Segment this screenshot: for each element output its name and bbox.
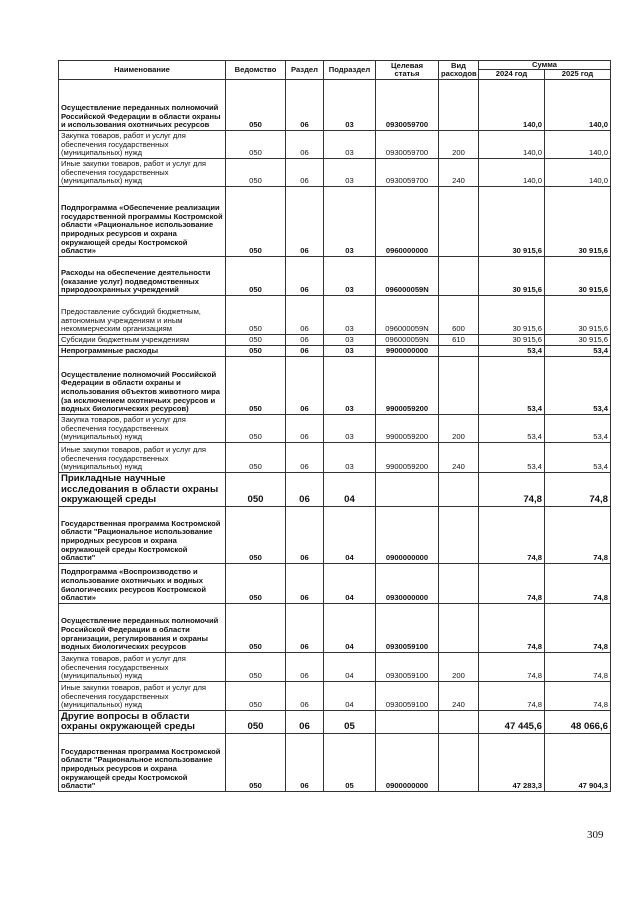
- header-name: Наименование: [59, 61, 226, 80]
- cell-2024: 74,8: [479, 563, 545, 603]
- cell-2024: 53,4: [479, 442, 545, 472]
- cell-2024: 74,8: [479, 506, 545, 563]
- cell-kind: 240: [439, 158, 479, 186]
- cell-name: Подпрограмма «Обеспечение реализации государственной программы Костромской области «Рациональное использование природных ресурсов и охрана окружающей среды Костромской области»: [59, 186, 226, 256]
- cell-kind: [439, 603, 479, 652]
- table-row: [59, 442, 611, 472]
- cell-subsection: 04: [324, 681, 376, 710]
- cell-target: 0930059100: [376, 603, 439, 652]
- cell-name: Субсидии бюджетным учреждениям: [59, 334, 226, 345]
- header-section: Раздел: [286, 61, 324, 80]
- cell-kind: 600: [439, 295, 479, 334]
- cell-name: Подпрограмма «Воспроизводство и использование охотничьих и водных биологических ресурсов Костромской области»: [59, 563, 226, 603]
- cell-2024: 30 915,6: [479, 186, 545, 256]
- cell-kind: [439, 256, 479, 295]
- cell-subsection: 05: [324, 710, 376, 733]
- cell-target: 096000059N: [376, 256, 439, 295]
- cell-kind: [439, 345, 479, 356]
- cell-subsection: 03: [324, 356, 376, 414]
- cell-section: 06: [286, 158, 324, 186]
- cell-subsection: 04: [324, 563, 376, 603]
- cell-2025: 74,8: [545, 681, 611, 710]
- cell-section: 06: [286, 414, 324, 442]
- cell-name: Предоставление субсидий бюджетным, автономным учреждениям и иным некоммерческим организациям: [59, 295, 226, 334]
- cell-target: 0930000000: [376, 563, 439, 603]
- table-row: [59, 563, 611, 603]
- cell-subsection: 05: [324, 733, 376, 791]
- cell-2024: 30 915,6: [479, 256, 545, 295]
- header-2024: 2024 год: [479, 70, 545, 79]
- cell-2024: 74,8: [479, 652, 545, 681]
- cell-name: Государственная программа Костромской области "Рациональное использование природных ресурсов и охрана окружающей среды Костромской области": [59, 506, 226, 563]
- header-target: Целевая статья: [376, 61, 439, 80]
- header-kind: Вид расходов: [439, 61, 479, 80]
- cell-2025: 30 915,6: [545, 334, 611, 345]
- cell-kind: [439, 472, 479, 506]
- cell-subsection: 04: [324, 472, 376, 506]
- cell-2025: 74,8: [545, 506, 611, 563]
- cell-target: 0930059700: [376, 79, 439, 130]
- cell-2025: 53,4: [545, 414, 611, 442]
- cell-section: 06: [286, 356, 324, 414]
- cell-dept: 050: [226, 79, 286, 130]
- cell-name: Закупка товаров, работ и услуг для обеспечения государственных (муниципальных) нужд: [59, 652, 226, 681]
- cell-2024: 47 445,6: [479, 710, 545, 733]
- cell-subsection: 03: [324, 256, 376, 295]
- cell-kind: 240: [439, 442, 479, 472]
- cell-2024: 140,0: [479, 79, 545, 130]
- cell-section: 06: [286, 334, 324, 345]
- cell-kind: [439, 710, 479, 733]
- cell-dept: 050: [226, 345, 286, 356]
- header-subsection: Подраздел: [324, 61, 376, 80]
- cell-dept: 050: [226, 733, 286, 791]
- cell-subsection: 03: [324, 158, 376, 186]
- cell-2025: 140,0: [545, 130, 611, 158]
- cell-2025: 140,0: [545, 79, 611, 130]
- cell-dept: 050: [226, 506, 286, 563]
- cell-2024: 74,8: [479, 681, 545, 710]
- cell-2025: 53,4: [545, 442, 611, 472]
- cell-name: Непрограммные расходы: [59, 345, 226, 356]
- cell-section: 06: [286, 256, 324, 295]
- table-row: [59, 733, 611, 791]
- cell-dept: 050: [226, 295, 286, 334]
- cell-section: 06: [286, 295, 324, 334]
- cell-name: Осуществление переданных полномочий Российской Федерации в области охраны и использования охотничьих ресурсов: [59, 79, 226, 130]
- cell-target: 9900059200: [376, 442, 439, 472]
- cell-name: Осуществление переданных полномочий Российской Федерации в области организации, регулирования и охраны водных биологических ресурсов: [59, 603, 226, 652]
- cell-2025: 47 904,3: [545, 733, 611, 791]
- cell-kind: [439, 506, 479, 563]
- cell-2024: 74,8: [479, 603, 545, 652]
- cell-name: Иные закупки товаров, работ и услуг для обеспечения государственных (муниципальных) нужд: [59, 158, 226, 186]
- cell-section: 06: [286, 710, 324, 733]
- cell-section: 06: [286, 130, 324, 158]
- cell-2025: 74,8: [545, 603, 611, 652]
- cell-dept: 050: [226, 603, 286, 652]
- cell-2024: 53,4: [479, 345, 545, 356]
- cell-kind: 200: [439, 652, 479, 681]
- cell-target: [376, 710, 439, 733]
- cell-subsection: 04: [324, 603, 376, 652]
- cell-2024: 74,8: [479, 472, 545, 506]
- table-row: [59, 414, 611, 442]
- cell-2025: 30 915,6: [545, 256, 611, 295]
- table-row: [59, 356, 611, 414]
- cell-2025: 30 915,6: [545, 295, 611, 334]
- cell-2024: 53,4: [479, 414, 545, 442]
- cell-dept: 050: [226, 681, 286, 710]
- cell-section: 06: [286, 79, 324, 130]
- table-row: [59, 652, 611, 681]
- cell-section: 06: [286, 186, 324, 256]
- cell-kind: [439, 563, 479, 603]
- cell-2024: 140,0: [479, 130, 545, 158]
- cell-subsection: 03: [324, 442, 376, 472]
- cell-2025: 140,0: [545, 158, 611, 186]
- cell-name: Государственная программа Костромской области "Рациональное использование природных ресурсов и охрана окружающей среды Костромской области": [59, 733, 226, 791]
- cell-dept: 050: [226, 256, 286, 295]
- cell-kind: [439, 356, 479, 414]
- cell-target: 0930059700: [376, 130, 439, 158]
- cell-name: Иные закупки товаров, работ и услуг для обеспечения государственных (муниципальных) нужд: [59, 681, 226, 710]
- cell-name: Расходы на обеспечение деятельности (оказание услуг) подведомственных природоохранных учреждений: [59, 256, 226, 295]
- table-body: [59, 79, 611, 791]
- cell-section: 06: [286, 563, 324, 603]
- cell-target: 9900059200: [376, 356, 439, 414]
- cell-2024: 140,0: [479, 158, 545, 186]
- cell-kind: [439, 733, 479, 791]
- cell-name: Осуществление полномочий Российской Федерации в области охраны и использования объектов животного мира (за исключением охотничьих ресурсов и водных биологических ресурсов): [59, 356, 226, 414]
- cell-target: 0900000000: [376, 733, 439, 791]
- cell-target: 096000059N: [376, 334, 439, 345]
- header-2025: 2025 год: [545, 70, 611, 79]
- cell-2024: 30 915,6: [479, 334, 545, 345]
- cell-2025: 74,8: [545, 652, 611, 681]
- cell-target: 0960000000: [376, 186, 439, 256]
- cell-section: 06: [286, 345, 324, 356]
- cell-dept: 050: [226, 442, 286, 472]
- table-row: [59, 334, 611, 345]
- cell-target: 9900000000: [376, 345, 439, 356]
- cell-target: 0930059700: [376, 158, 439, 186]
- cell-subsection: 04: [324, 652, 376, 681]
- cell-dept: 050: [226, 563, 286, 603]
- cell-dept: 050: [226, 710, 286, 733]
- table-row: [59, 256, 611, 295]
- cell-dept: 050: [226, 414, 286, 442]
- cell-subsection: 03: [324, 186, 376, 256]
- header-sum: Сумма: [479, 61, 611, 70]
- cell-kind: 610: [439, 334, 479, 345]
- cell-subsection: 03: [324, 345, 376, 356]
- cell-dept: 050: [226, 472, 286, 506]
- cell-target: 0900000000: [376, 506, 439, 563]
- cell-subsection: 04: [324, 506, 376, 563]
- cell-target: 0930059100: [376, 681, 439, 710]
- cell-name: Закупка товаров, работ и услуг для обеспечения государственных (муниципальных) нужд: [59, 130, 226, 158]
- cell-name: Другие вопросы в области охраны окружающей среды: [59, 710, 226, 733]
- cell-target: 096000059N: [376, 295, 439, 334]
- table-row: [59, 186, 611, 256]
- cell-dept: 050: [226, 158, 286, 186]
- cell-target: [376, 472, 439, 506]
- cell-subsection: 03: [324, 130, 376, 158]
- cell-2024: 53,4: [479, 356, 545, 414]
- table-row: [59, 603, 611, 652]
- table-row: [59, 130, 611, 158]
- table-row: [59, 79, 611, 130]
- cell-subsection: 03: [324, 334, 376, 345]
- cell-name: Закупка товаров, работ и услуг для обеспечения государственных (муниципальных) нужд: [59, 414, 226, 442]
- cell-section: 06: [286, 652, 324, 681]
- cell-section: 06: [286, 733, 324, 791]
- cell-section: 06: [286, 442, 324, 472]
- table-row: [59, 681, 611, 710]
- cell-2025: 74,8: [545, 563, 611, 603]
- cell-2025: 53,4: [545, 356, 611, 414]
- cell-subsection: 03: [324, 79, 376, 130]
- table-row: [59, 710, 611, 733]
- cell-kind: [439, 79, 479, 130]
- cell-dept: 050: [226, 356, 286, 414]
- page-number: 309: [587, 829, 604, 841]
- cell-section: 06: [286, 603, 324, 652]
- cell-2025: 30 915,6: [545, 186, 611, 256]
- cell-dept: 050: [226, 334, 286, 345]
- cell-2024: 47 283,3: [479, 733, 545, 791]
- budget-table: [58, 60, 611, 792]
- cell-section: 06: [286, 472, 324, 506]
- cell-target: 0930059100: [376, 652, 439, 681]
- cell-target: 9900059200: [376, 414, 439, 442]
- header-dept: Ведомство: [226, 61, 286, 80]
- table-row: [59, 345, 611, 356]
- cell-2025: 74,8: [545, 472, 611, 506]
- cell-subsection: 03: [324, 414, 376, 442]
- cell-kind: 240: [439, 681, 479, 710]
- cell-kind: 200: [439, 130, 479, 158]
- cell-dept: 050: [226, 652, 286, 681]
- cell-name: Иные закупки товаров, работ и услуг для обеспечения государственных (муниципальных) нужд: [59, 442, 226, 472]
- table-row: [59, 295, 611, 334]
- cell-kind: [439, 186, 479, 256]
- cell-dept: 050: [226, 186, 286, 256]
- cell-2024: 30 915,6: [479, 295, 545, 334]
- table-row: [59, 506, 611, 563]
- cell-2025: 48 066,6: [545, 710, 611, 733]
- table-row: [59, 158, 611, 186]
- table-row: [59, 472, 611, 506]
- cell-section: 06: [286, 506, 324, 563]
- cell-section: 06: [286, 681, 324, 710]
- cell-dept: 050: [226, 130, 286, 158]
- cell-name: Прикладные научные исследования в области охраны окружающей среды: [59, 472, 226, 506]
- cell-kind: 200: [439, 414, 479, 442]
- cell-2025: 53,4: [545, 345, 611, 356]
- cell-subsection: 03: [324, 295, 376, 334]
